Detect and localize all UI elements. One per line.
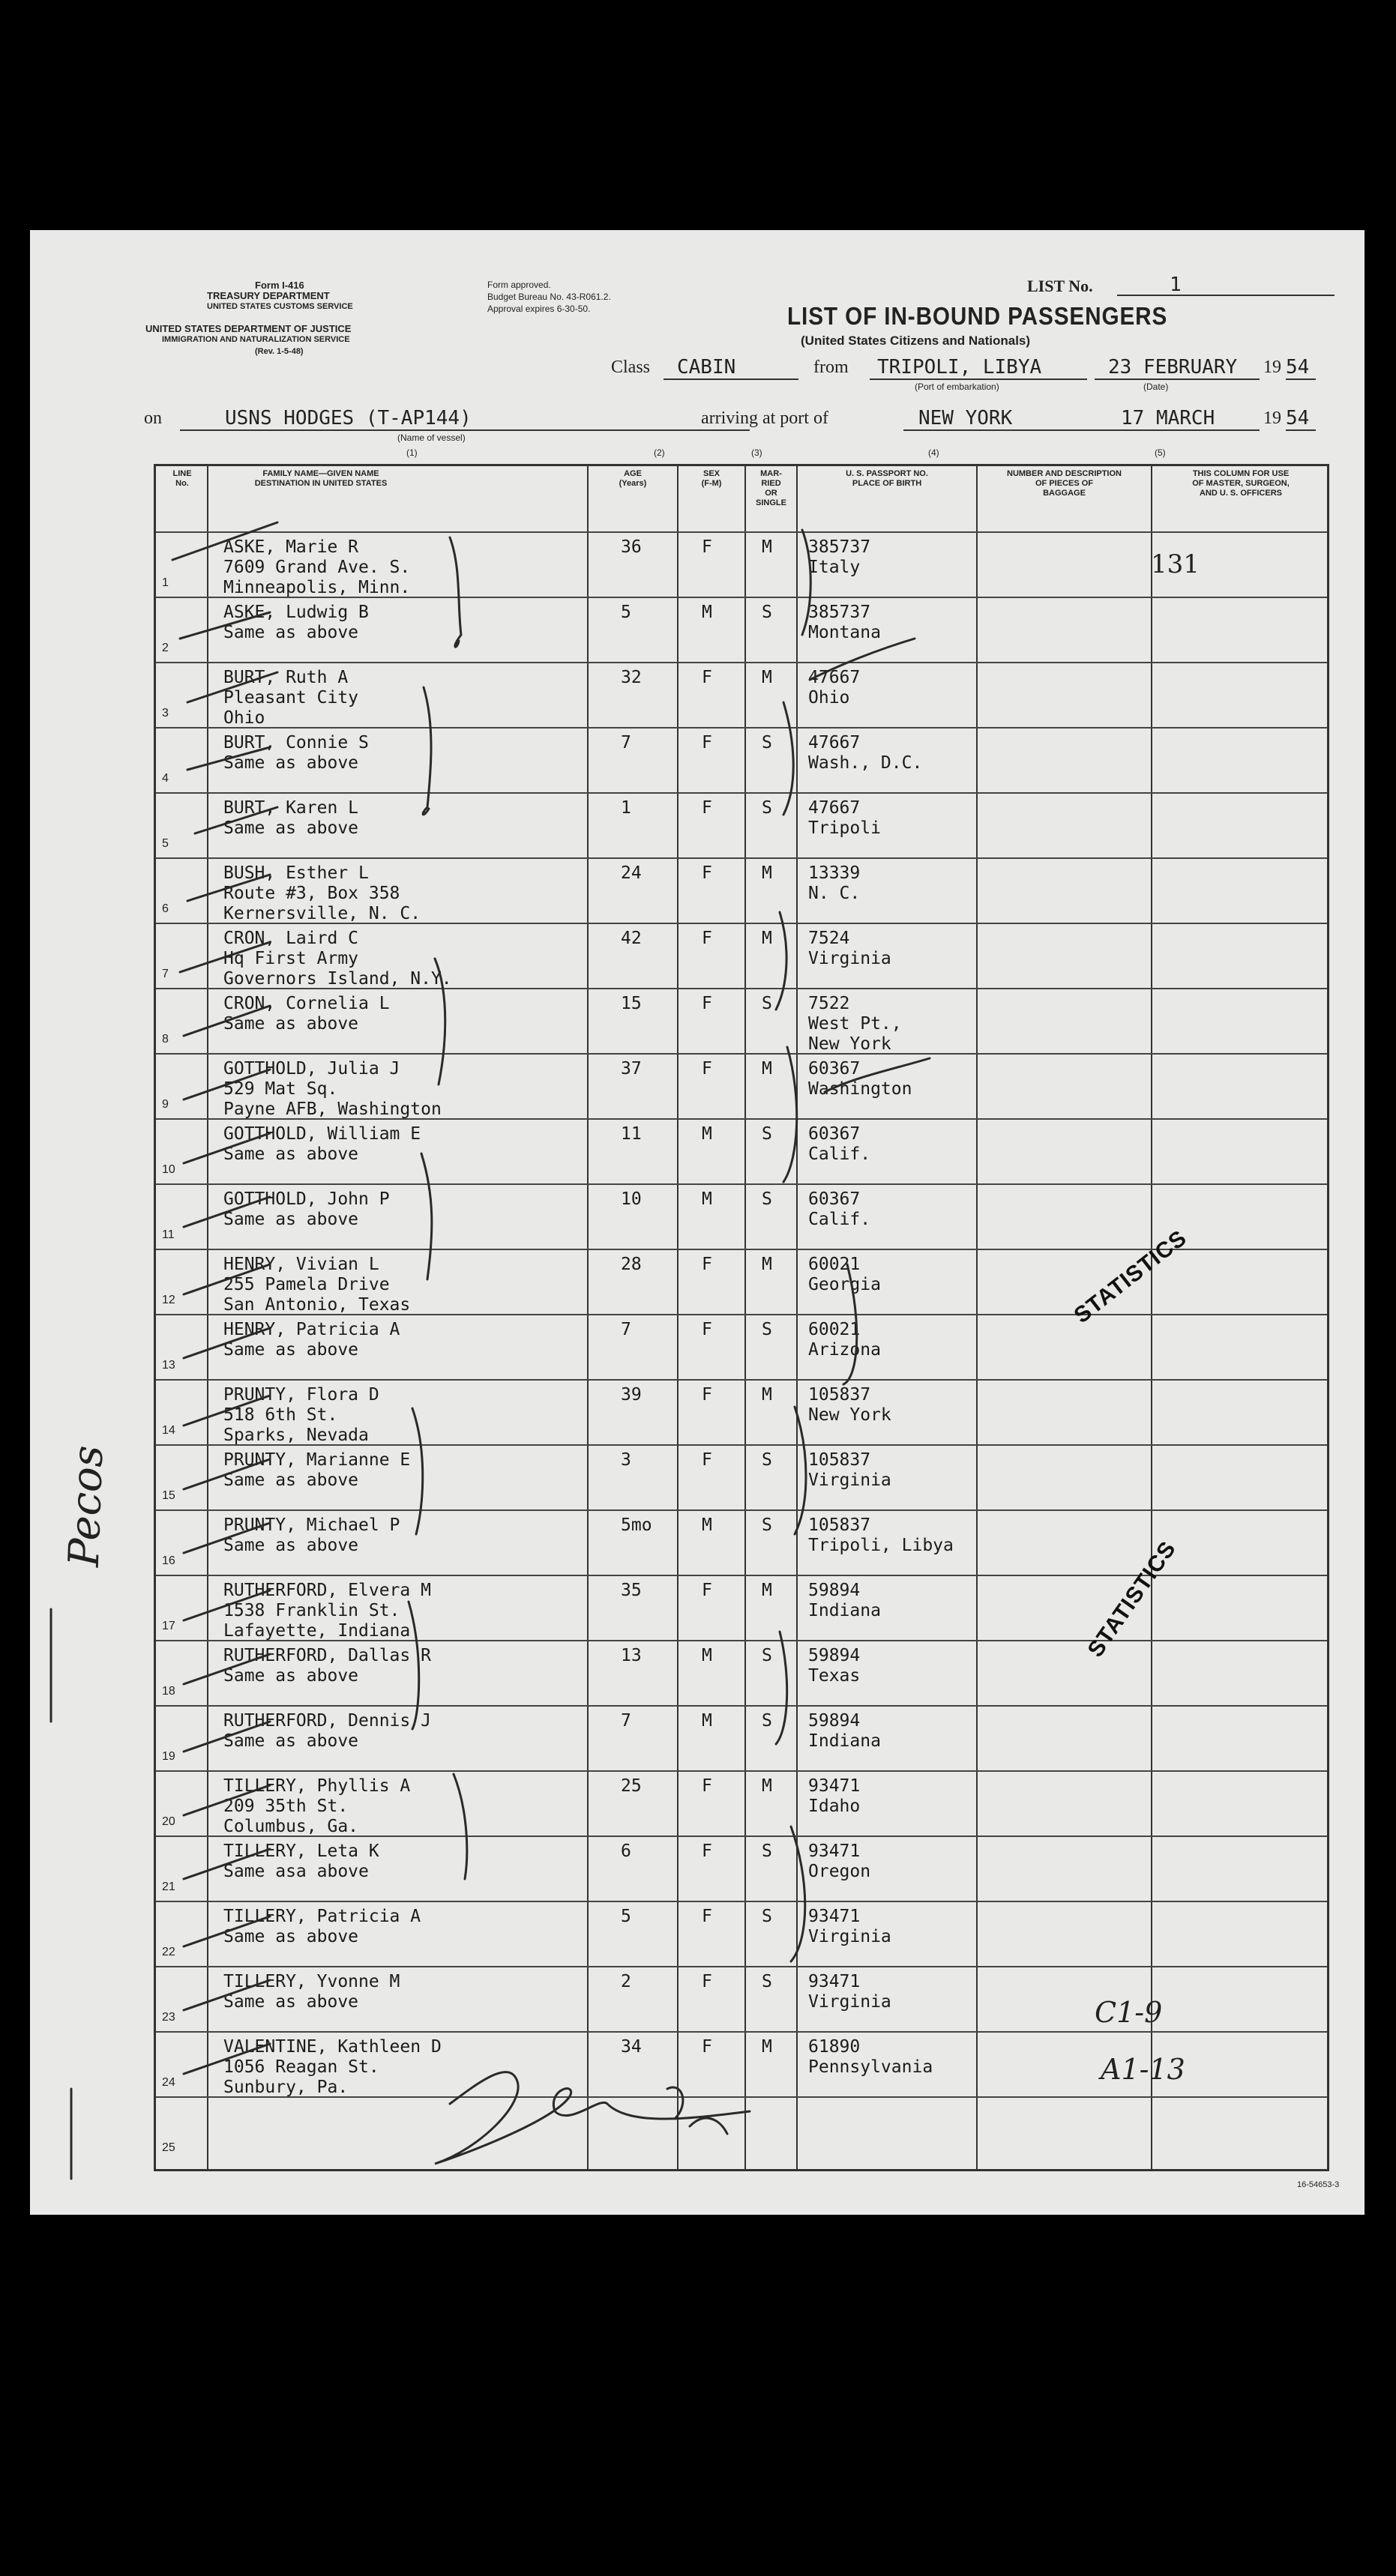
sex-cell: F <box>702 798 712 818</box>
passport-birthplace-cell: 60021 Georgia <box>808 1255 881 1294</box>
passenger-name-destination: GOTTHOLD, Julia J 529 Mat Sq. Payne AFB, Washington <box>223 1059 442 1119</box>
passenger-name-destination: GOTTHOLD, John P Same as above <box>223 1189 390 1229</box>
col-number-5: (5) <box>1155 447 1166 458</box>
age-cell: 10 <box>621 1189 642 1209</box>
passport-birthplace-cell: 385737 Italy <box>808 537 871 577</box>
passport-birthplace-cell: 59894 Indiana <box>808 1711 881 1751</box>
age-cell: 35 <box>621 1581 642 1600</box>
passenger-name-destination: GOTTHOLD, William E Same as above <box>223 1124 421 1164</box>
handwriting-overlay <box>30 230 1365 2215</box>
age-cell: 24 <box>621 863 642 883</box>
sex-cell: F <box>702 1059 712 1079</box>
passport-birthplace-cell: 47667 Wash., D.C. <box>808 733 923 773</box>
passenger-name-destination: CRON, Cornelia L Same as above <box>223 994 390 1034</box>
list-number: 1 <box>1170 274 1182 296</box>
marital-status-cell: S <box>762 1450 772 1470</box>
passport-birthplace-cell: 105837 Tripoli, Libya <box>808 1515 954 1555</box>
sex-cell: F <box>702 1255 712 1274</box>
vessel-caption: (Name of vessel) <box>397 432 466 443</box>
line-number: 8 <box>162 1033 169 1046</box>
age-cell: 32 <box>621 668 642 687</box>
arrival-date: 17 MARCH <box>1121 407 1215 429</box>
col-number-2: (2) <box>654 447 665 458</box>
header-baggage: NUMBER AND DESCRIPTION OF PIECES OF BAGGAGE <box>1007 469 1122 498</box>
marital-status-cell: M <box>762 1776 772 1796</box>
line-number: 16 <box>162 1554 175 1567</box>
document-subtitle: (United States Citizens and Nationals) <box>801 334 1031 348</box>
approval-line-2: Budget Bureau No. 43-R061.2. <box>487 292 611 302</box>
statistics-stamp: STATISTICS <box>1083 1536 1182 1662</box>
line-number: 25 <box>162 2141 175 2154</box>
customs-service: UNITED STATES CUSTOMS SERVICE <box>207 302 353 311</box>
treasury-dept: TREASURY DEPARTMENT <box>207 290 330 301</box>
marital-status-cell: S <box>762 603 772 622</box>
sex-cell: M <box>702 1646 712 1665</box>
passenger-name-destination: RUTHERFORD, Elvera M 1538 Franklin St. Lafayette, Indiana <box>223 1581 431 1641</box>
line-number: 22 <box>162 1946 175 1958</box>
line-number: 3 <box>162 707 169 720</box>
year-prefix-2: 19 <box>1263 408 1281 428</box>
marital-status-cell: S <box>762 1124 772 1144</box>
marital-status-cell: M <box>762 929 772 948</box>
line-number: 5 <box>162 837 169 850</box>
passport-birthplace-cell: 93471 Virginia <box>808 1972 891 2012</box>
age-cell: 37 <box>621 1059 642 1079</box>
ins-service: IMMIGRATION AND NATURALIZATION SERVICE <box>162 335 350 344</box>
passport-birthplace-cell: 47667 Tripoli <box>808 798 881 838</box>
port-caption: (Port of embarkation) <box>915 381 999 392</box>
approval-line-3: Approval expires 6-30-50. <box>487 304 591 314</box>
header-sex: SEX (F-M) <box>701 469 722 488</box>
line-number: 2 <box>162 642 169 654</box>
sex-cell: F <box>702 1450 712 1470</box>
document-page <box>30 230 1365 2215</box>
marital-status-cell: S <box>762 1907 772 1926</box>
marital-status-cell: S <box>762 1711 772 1731</box>
line-number: 24 <box>162 2076 175 2089</box>
age-cell: 5 <box>621 603 631 622</box>
passenger-name-destination: ASKE, Ludwig B Same as above <box>223 603 369 642</box>
line-number: 19 <box>162 1750 175 1763</box>
age-cell: 34 <box>621 2037 642 2057</box>
passport-birthplace-cell: 13339 N. C. <box>808 863 861 903</box>
line-number: 4 <box>162 772 169 785</box>
header-line-no: LINE No. <box>172 469 192 488</box>
marital-status-cell: M <box>762 863 772 883</box>
year-prefix-1: 19 <box>1263 358 1281 377</box>
sex-cell: F <box>702 1972 712 1991</box>
approval-line-1: Form approved. <box>487 280 551 290</box>
age-cell: 28 <box>621 1255 642 1274</box>
age-cell: 25 <box>621 1776 642 1796</box>
justice-dept: UNITED STATES DEPARTMENT OF JUSTICE <box>145 323 352 334</box>
passport-birthplace-cell: 93471 Idaho <box>808 1776 861 1816</box>
sex-cell: F <box>702 1776 712 1796</box>
age-cell: 39 <box>621 1385 642 1405</box>
line-number: 14 <box>162 1424 175 1437</box>
year-1: 54 <box>1286 356 1310 378</box>
footer-code: 16-54653-3 <box>1297 2180 1340 2189</box>
marital-status-cell: M <box>762 537 772 557</box>
age-cell: 7 <box>621 733 631 752</box>
age-cell: 5mo <box>621 1515 652 1535</box>
passport-birthplace-cell: 7524 Virginia <box>808 929 891 968</box>
marital-status-cell: M <box>762 2037 772 2057</box>
document-title: LIST OF IN-BOUND PASSENGERS <box>787 302 1168 330</box>
passport-birthplace-cell: 93471 Virginia <box>808 1907 891 1946</box>
age-cell: 42 <box>621 929 642 948</box>
arrival-port: NEW YORK <box>918 407 1013 429</box>
departure-date: 23 FEBRUARY <box>1108 356 1238 378</box>
year-2: 54 <box>1286 407 1310 429</box>
line-number: 23 <box>162 2011 175 2024</box>
line-number: 1 <box>162 576 169 589</box>
class-label: Class <box>611 358 651 377</box>
line-number: 7 <box>162 968 169 980</box>
number-131: 131 <box>1151 549 1200 579</box>
age-cell: 36 <box>621 537 642 557</box>
date-caption: (Date) <box>1143 381 1169 392</box>
from-label: from <box>813 358 849 377</box>
marital-status-cell: S <box>762 798 772 818</box>
passport-birthplace-cell: 93471 Oregon <box>808 1841 871 1881</box>
statistics-stamp: STATISTICS <box>1069 1225 1192 1329</box>
col-number-3: (3) <box>751 447 762 458</box>
line-number: 9 <box>162 1098 169 1111</box>
line-number: 6 <box>162 902 169 915</box>
handwritten-note-a1-13: A1-13 <box>1101 2053 1185 2086</box>
age-cell: 3 <box>621 1450 631 1470</box>
passenger-name-destination: TILLERY, Patricia A Same as above <box>223 1907 421 1946</box>
passport-birthplace-cell: 385737 Montana <box>808 603 881 642</box>
passport-birthplace-cell: 61890 Pennsylvania <box>808 2037 933 2077</box>
age-cell: 2 <box>621 1972 631 1991</box>
sex-cell: F <box>702 863 712 883</box>
marital-status-cell: S <box>762 1320 772 1339</box>
line-number: 12 <box>162 1294 175 1306</box>
marital-status-cell: S <box>762 1972 772 1991</box>
sex-cell: F <box>702 929 712 948</box>
passenger-name-destination: PRUNTY, Flora D 518 6th St. Sparks, Nevada <box>223 1385 379 1445</box>
passenger-name-destination: TILLERY, Phyllis A 209 35th St. Columbus, Ga. <box>223 1776 411 1836</box>
passport-birthplace-cell: 105837 New York <box>808 1385 891 1425</box>
age-cell: 7 <box>621 1320 631 1339</box>
passenger-name-destination: HENRY, Patricia A Same as above <box>223 1320 400 1360</box>
marital-status-cell: S <box>762 1841 772 1861</box>
vessel-name: USNS HODGES (T-AP144) <box>225 407 472 429</box>
class-value: CABIN <box>677 356 736 378</box>
header-married: MAR- RIED OR SINGLE <box>756 469 786 507</box>
age-cell: 1 <box>621 798 631 818</box>
passenger-name-destination: BURT, Karen L Same as above <box>223 798 359 838</box>
passenger-name-destination: CRON, Laird C Hq First Army Governors Island, N.Y. <box>223 929 452 989</box>
sex-cell: F <box>702 668 712 687</box>
line-number: 15 <box>162 1489 175 1502</box>
passenger-name-destination: TILLERY, Yvonne M Same as above <box>223 1972 400 2012</box>
passenger-name-destination: RUTHERFORD, Dennis J Same as above <box>223 1711 431 1751</box>
age-cell: 5 <box>621 1907 631 1926</box>
passport-birthplace-cell: 47667 Ohio <box>808 668 861 708</box>
sex-cell: F <box>702 1320 712 1339</box>
passenger-name-destination: RUTHERFORD, Dallas R Same as above <box>223 1646 431 1686</box>
col-number-4: (4) <box>928 447 939 458</box>
line-number: 21 <box>162 1880 175 1893</box>
passport-birthplace-cell: 7522 West Pt., New York <box>808 994 902 1054</box>
arriving-label: arriving at port of <box>701 408 828 428</box>
marital-status-cell: S <box>762 1189 772 1209</box>
marital-status-cell: M <box>762 1255 772 1274</box>
line-number: 20 <box>162 1815 175 1828</box>
passenger-name-destination: PRUNTY, Michael P Same as above <box>223 1515 400 1555</box>
sex-cell: F <box>702 1581 712 1600</box>
passenger-name-destination: PRUNTY, Marianne E Same as above <box>223 1450 411 1490</box>
age-cell: 6 <box>621 1841 631 1861</box>
on-label: on <box>144 408 162 428</box>
passport-birthplace-cell: 59894 Indiana <box>808 1581 881 1620</box>
passenger-name-destination: HENRY, Vivian L 255 Pamela Drive San Antonio, Texas <box>223 1255 411 1315</box>
marital-status-cell: S <box>762 1646 772 1665</box>
header-officers: THIS COLUMN FOR USE OF MASTER, SURGEON, AND U. S. OFFICERS <box>1192 469 1290 498</box>
passenger-name-destination: TILLERY, Leta K Same asa above <box>223 1841 379 1881</box>
passenger-name-destination: BUSH, Esther L Route #3, Box 358 Kernersville, N. C. <box>223 863 421 923</box>
sex-cell: F <box>702 1907 712 1926</box>
marital-status-cell: S <box>762 994 772 1013</box>
passport-birthplace-cell: 60367 Washington <box>808 1059 912 1099</box>
header-passport: U. S. PASSPORT NO. PLACE OF BIRTH <box>846 469 928 488</box>
passport-birthplace-cell: 60367 Calif. <box>808 1124 871 1164</box>
passenger-name-destination: ASKE, Marie R 7609 Grand Ave. S. Minneapolis, Minn. <box>223 537 411 597</box>
age-cell: 7 <box>621 1711 631 1731</box>
marital-status-cell: M <box>762 668 772 687</box>
line-number: 11 <box>162 1228 175 1241</box>
col-number-1: (1) <box>406 447 418 458</box>
marital-status-cell: M <box>762 1059 772 1079</box>
sex-cell: F <box>702 733 712 752</box>
sex-cell: M <box>702 1189 712 1209</box>
sex-cell: F <box>702 994 712 1013</box>
marital-status-cell: S <box>762 733 772 752</box>
passenger-name-destination: BURT, Connie S Same as above <box>223 733 369 773</box>
form-number: Form I-416 <box>255 280 304 291</box>
passport-birthplace-cell: 105837 Virginia <box>808 1450 891 1490</box>
line-number: 17 <box>162 1620 175 1632</box>
line-number: 18 <box>162 1685 175 1698</box>
margin-handwriting: Pecos <box>59 1444 113 1568</box>
header-name: FAMILY NAME—GIVEN NAME DESTINATION IN UNITED STATES <box>254 469 388 488</box>
age-cell: 13 <box>621 1646 642 1665</box>
marital-status-cell: M <box>762 1385 772 1405</box>
sex-cell: F <box>702 2037 712 2057</box>
passport-birthplace-cell: 59894 Texas <box>808 1646 861 1686</box>
handwritten-note-c1-9: C1-9 <box>1095 1996 1163 2029</box>
sex-cell: M <box>702 1711 712 1731</box>
age-cell: 15 <box>621 994 642 1013</box>
age-cell: 11 <box>621 1124 642 1144</box>
line-number: 13 <box>162 1359 175 1372</box>
marital-status-cell: S <box>762 1515 772 1535</box>
marital-status-cell: M <box>762 1581 772 1600</box>
passenger-name-destination: BURT, Ruth A Pleasant City Ohio <box>223 668 359 728</box>
list-label: LIST No. <box>1027 277 1093 295</box>
sex-cell: F <box>702 1841 712 1861</box>
sex-cell: F <box>702 537 712 557</box>
sex-cell: M <box>702 1515 712 1535</box>
passport-birthplace-cell: 60021 Arizona <box>808 1320 881 1360</box>
sex-cell: F <box>702 1385 712 1405</box>
from-value: TRIPOLI, LIBYA <box>877 356 1042 378</box>
sex-cell: M <box>702 1124 712 1144</box>
line-number: 10 <box>162 1163 175 1176</box>
passenger-name-destination: VALENTINE, Kathleen D 1056 Reagan St. Sunbury, Pa. <box>223 2037 442 2097</box>
header-age: AGE (Years) <box>619 469 647 488</box>
passport-birthplace-cell: 60367 Calif. <box>808 1189 871 1229</box>
revision: (Rev. 1-5-48) <box>255 347 304 356</box>
sex-cell: M <box>702 603 712 622</box>
